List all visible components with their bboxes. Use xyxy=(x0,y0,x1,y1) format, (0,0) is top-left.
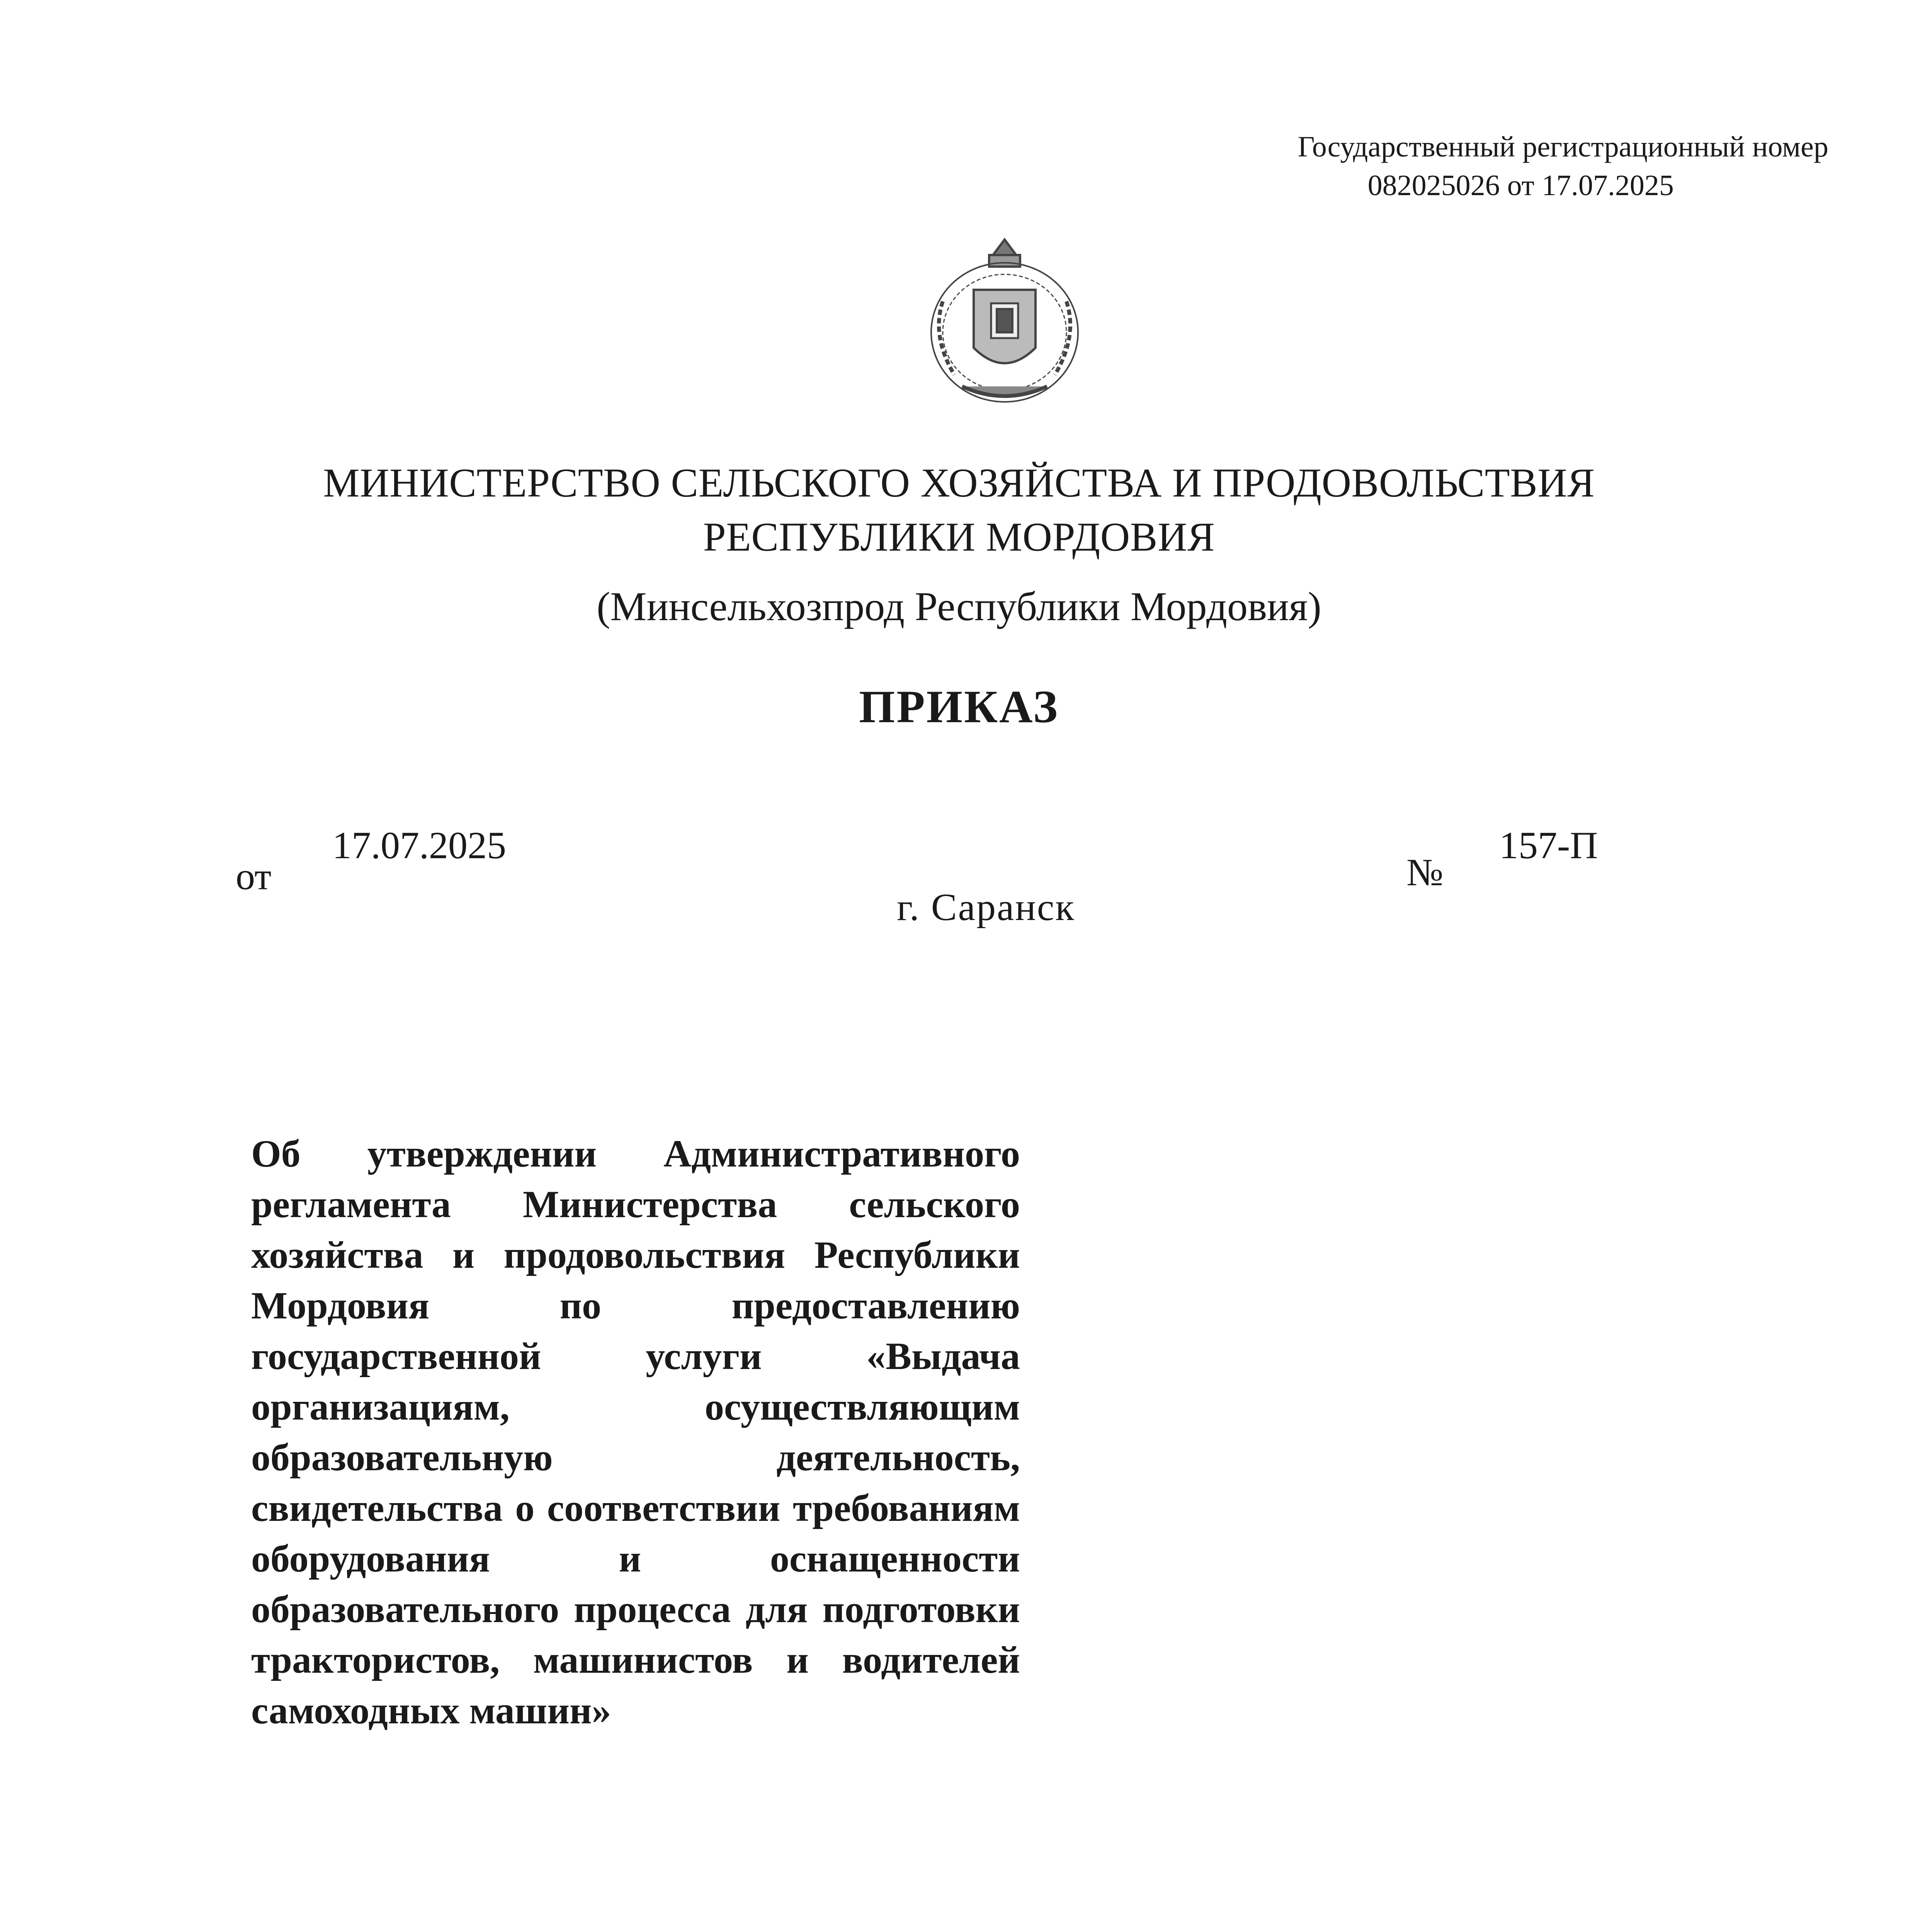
document-date: 17.07.2025 xyxy=(332,824,506,867)
number-label: № xyxy=(1406,851,1444,894)
ministry-name-line-1: МИНИСТЕРСТВО СЕЛЬСКОГО ХОЗЯЙСТВА И ПРОДОВОЛЬСТВИЯ xyxy=(323,460,1595,505)
document-city: г. Саранск xyxy=(897,886,1075,929)
document-type-title: ПРИКАЗ xyxy=(859,681,1059,732)
mordovia-coat-of-arms-icon xyxy=(920,232,1090,410)
order-subject: Об утверждении Административного регламента Министерства сельского хозяйства и продовольствия Республики Мордовия по предоставлению государственной услуги «Выдача организациям, осуществляющим образовательную деятельность, свидетельства о соответствии требованиям оборудования и оснащенности образовательного процесса для подготовки трактористов, машинистов и водителей самоходных машин» xyxy=(251,1132,1020,1732)
document-number: 157-П xyxy=(1499,824,1598,867)
registration-line-1: Государственный регистрационный номер xyxy=(1297,131,1828,163)
ministry-short-name: (Минсельхозпрод Республики Мордовия) xyxy=(597,584,1321,629)
date-label: от xyxy=(236,855,272,898)
ministry-name xyxy=(0,456,1918,564)
registration-line-2: 082025026 от 17.07.2025 xyxy=(1367,169,1674,202)
registration-stamp xyxy=(1298,128,1828,205)
ministry-name-line-2: РЕСПУБЛИКИ МОРДОВИЯ xyxy=(703,514,1215,560)
